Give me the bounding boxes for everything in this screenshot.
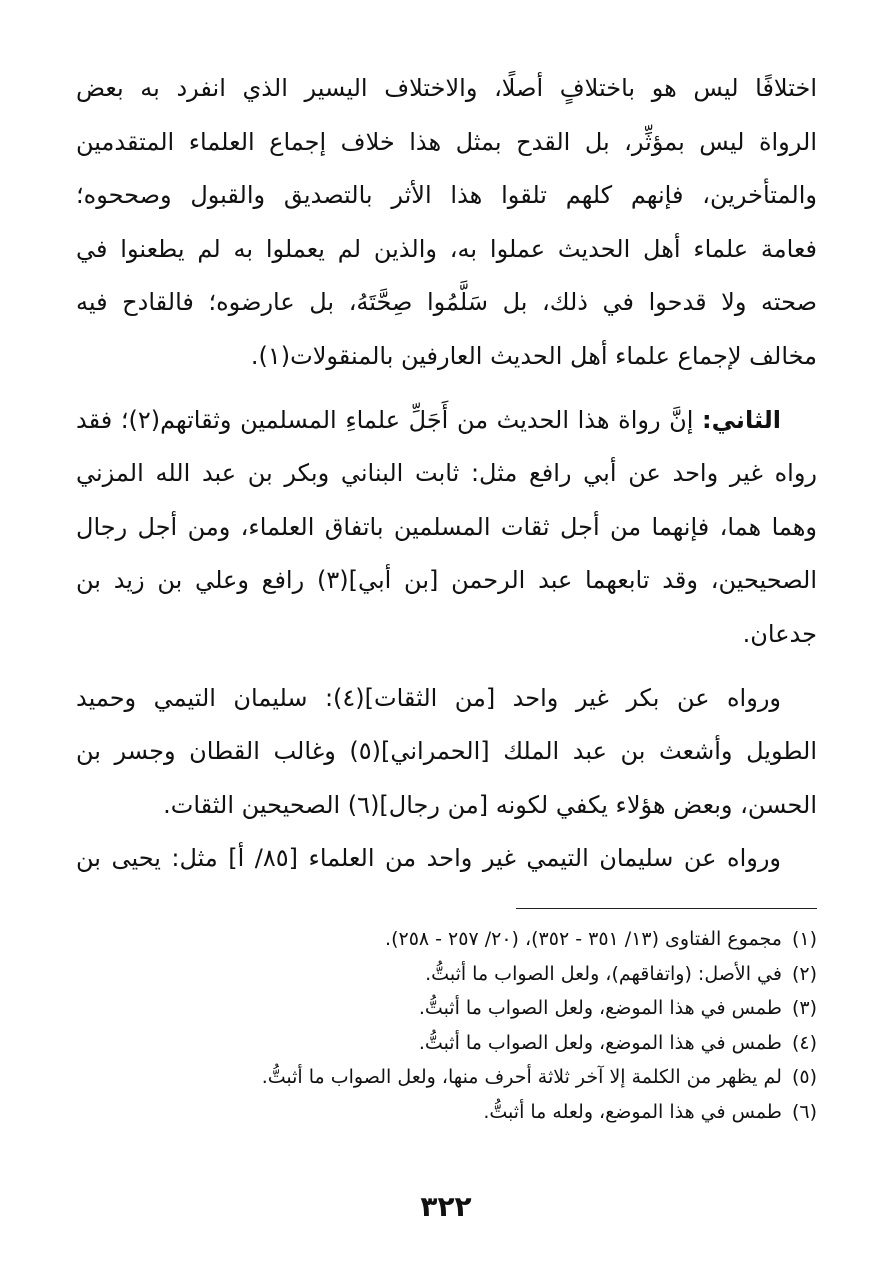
text-line: الطويل وأشعث بن عبد الملك [الحمراني](٥) وغالب القطان وجسر بن bbox=[76, 737, 817, 766]
text-line: اختلافًا ليس هو باختلافٍ أصلًا، والاختلاف اليسير الذي انفرد به بعض bbox=[76, 74, 817, 102]
footnotes bbox=[150, 922, 817, 1129]
paragraph-gap bbox=[76, 662, 817, 672]
footnote-text: طمس في هذا الموضع، ولعل الصواب ما أثبتُّ. bbox=[418, 1031, 782, 1054]
footnote-number: (٦) bbox=[791, 1100, 817, 1123]
footnote bbox=[150, 957, 817, 992]
footnote-number: (١) bbox=[791, 928, 817, 950]
text-line: ورواه عن سليمان التيمي غير واحد من العلماء [٨٥/ أ] مثل: يحيى بن bbox=[76, 844, 782, 873]
text-line: الثاني: إنَّ رواة هذا الحديث من أَجَلِّ علماءِ المسلمين وثقاتهم(٢)؛ فقد bbox=[76, 405, 781, 434]
text-line: فعامة علماء أهل الحديث عملوا به، والذين لم يعملوا به لم يطعنوا في bbox=[76, 234, 817, 263]
text-line: ورواه عن بكر غير واحد [من الثقات](٤): سليمان التيمي وحميد bbox=[76, 683, 781, 712]
text-line: والمتأخرين، فإنهم كلهم تلقوا هذا الأثر بالتصديق والقبول وصححوه؛ bbox=[76, 181, 817, 210]
text-line: الرواة ليس بمؤثِّر، بل القدح بمثل هذا خلاف إجماع العلماء المتقدمين bbox=[76, 127, 817, 156]
footnote-text: لم يظهر من الكلمة إلا آخر ثلاثة أحرف منها، ولعل الصواب ما أثبتُّ. bbox=[261, 1066, 782, 1088]
footnote-number: (٣) bbox=[791, 997, 817, 1019]
footnote-number: (٢) bbox=[791, 962, 817, 985]
footnote bbox=[150, 1026, 817, 1061]
text-line: جدعان. bbox=[742, 619, 817, 648]
footnote-text: في الأصل: (واتفاقهم)، ولعل الصواب ما أثبتُّ. bbox=[425, 962, 782, 985]
text-line: الحسن، وبعض هؤلاء يكفي لكونه [من رجال](٦) الصحيحين الثقات. bbox=[163, 790, 817, 819]
footnote bbox=[150, 991, 817, 1026]
footnote-text: طمس في هذا الموضع، ولعل الصواب ما أثبتُّ. bbox=[418, 997, 782, 1019]
main-text bbox=[76, 62, 817, 886]
paragraph-gap bbox=[76, 384, 817, 394]
footnote-number: (٤) bbox=[791, 1031, 817, 1054]
footnote bbox=[150, 1095, 817, 1130]
text-line: مخالف لإجماع علماء أهل الحديث العارفين بالمنقولات(١). bbox=[250, 341, 817, 370]
footnote bbox=[150, 1060, 817, 1095]
text-line: الصحيحين، وقد تابعهما عبد الرحمن [بن أبي](٣) رافع وعلي بن زيد بن bbox=[76, 566, 817, 595]
footnote-divider bbox=[516, 908, 817, 909]
footnote-number: (٥) bbox=[791, 1066, 817, 1088]
text-line: وهما هما، فإنهما من أجل ثقات المسلمين باتفاق العلماء، ومن أجل رجال bbox=[76, 512, 817, 541]
footnote-text: مجموع الفتاوى (١٣/ ٣٥١ - ٣٥٢)، (٢٠/ ٢٥٧ - ٢٥٨). bbox=[385, 928, 782, 950]
text-line: رواه غير واحد عن أبي رافع مثل: ثابت البناني وبكر بن عبد الله المزني bbox=[76, 459, 817, 488]
footnote bbox=[150, 922, 817, 957]
footnote-text: طمس في هذا الموضع، ولعله ما أثبتُّ. bbox=[483, 1100, 782, 1123]
section-lead-word: الثاني: bbox=[702, 405, 781, 434]
text-line: صحته ولا قدحوا في ذلك، بل سَلَّمُوا صِحَّتَهُ، بل عارضوه؛ فالقادح فيه bbox=[76, 288, 817, 317]
page-number: ٣٢٢ bbox=[420, 1190, 472, 1223]
